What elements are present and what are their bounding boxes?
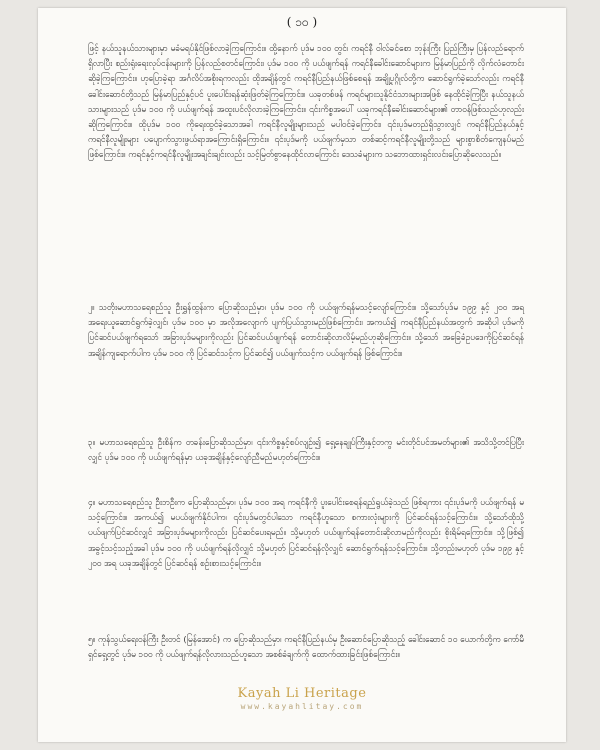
paragraph-text: ဖြင့် နယ်သူနယ်သားများမှာ မခံမရပ်နိုင်ဖြစ်လာခဲ့ကြကြောင်း။ ထို့နောက် ပုဒ်မ ၁၀၀ တွင်၊ ကရင်နီ ၀ါလ်ခင်စော ဘုန်းကြီး ပြည်ကြီးမှ ပြန်လည်ရောက်ရှိလာပြီး စည်းရုံးရေးလုပ်ငန်းများကို ပြန်လည်စတင်ကြောင်း၊ ပုဒ်မ ၁၀၀ ကို ပယ်ဖျက်ရန် ကရင်နီခေါင်းဆောင်များက မြန်မာပြည်ကို လိုက်လံတောင်းဆိုခဲ့ကြကြောင်း။ ဟုပြောခဲ့ရာ အင်္ဂလိပ်အစိုးရကလည်း ထိုအချိန်တွင် ကရင်နီပြည်နယ်ဖြစ်စေရန် အချို့ပုဂ္ဂိုလ်တို့က ဆောင်ရွက်ခဲ့သော်လည်း ကရင်နီခေါင်းဆောင်တို့သည် မြန်မာပြည်နှင့်ပင် ပူးပေါင်းရန်ဆုံးဖြတ်ခဲ့ကြကြောင်း။ ယခုတစ်ဖန် ကရင်များသူနိုင်ငံသားများအဖြစ် နေထိုင်ခဲ့ကြပြီး နယ်သူနယ်သားများသည် ပုဒ်မ ၁၀၀ ကို ပယ်ဖျက်ရန် အထူးပင်လိုလားခဲ့ကြကြောင်း။ ၎င်းကိစ္စအပေါ် ယခုကရင်နီခေါင်းဆောင်များ၏ တာဝန်ဖြစ်သည်ဟုလည်း ဆိုကြကြောင်း။ ထိုပုဒ်မ ၁၀၀ ကိုရေးထွင်ခဲ့သောအခါ ကရင်နီလူမျိုးများသည် မပါဝင်ခဲ့ကြောင်း၊ ၎င်းပုဒ်မတည်ရှိသွားလျှင် ကရင်နီပြည်နယ်နှင့် ကရင်နီလူမျိုးများ ပပျောက်သွားဖွယ်ရာအကြောင်းရှိကြောင်း။ ၎င်းပုဒ်မကို ပယ်ဖျက်မှသာ တစ်ဆင့်ကရင်နီလူမျိုးတို့သည် များစွာစိတ်ကျေနပ်မည်ဖြစ်ကြောင်း။ ကရင်နှင့်ကရင်နီလူမျိုးအချင်းချင်းလည်း သင့်မြတ်စွာနေထိုင်လာကြောင်း ဒေသခံများက သဘောထားရှင်းလင်းပြောဆိုလေသည်။ — [88, 43, 524, 160]
paragraph-2 — [88, 300, 524, 361]
paragraph-text: ၄။ မဟာသရေစည်သူ ဦးဘဦးက ပြောဆိုသည်မှာ၊ ပုဒ်မ ၁၀၀ အရ ကရင်နီကို ပူးပေါင်းစေရန်ရည်ရွယ်ခဲ့သည် ဖြစ်ရကား ၎င်းပုဒ်မကို ပယ်ဖျက်ရန် မသင့်ကြောင်း။ အကယ်၍ မပယ်ဖျက်နိုင်ပါက၊ ၎င်းပုဒ်မတွင်ပါသော ကရင်နီဟူသော စကားလုံးများကို ပြင်ဆင်ရန်သင့်ကြောင်း။ သို့သော်ထိုသို့ ပယ်ဖျက်ပြင်ဆင်လျှင် အခြားပုဒ်မများကိုလည်း ပြင်ဆင်ပေးရမည်။ သို့မဟုတ် ပယ်ဖျက်ရန်တောင်းဆိုလာမည်ကိုလည်း စိုးရိမ်ရကြောင်း။ သို့ဖြစ်၍ အခွင့်သင့်သည့်အခါ ပုဒ်မ ၁၀၀ ကို ပယ်ဖျက်ရန်လိုလျှင် သို့မဟုတ် ပြင်ဆင်ရန်လိုလျှင် ဆောင်ရွက်ရန်သင့်ကြောင်း။ သို့တည်းမဟုတ် ပုဒ်မ ၁၉၉ နှင့် ၂၀၀ အရ ယခုအချိန်တွင် ပြင်ဆင်ရန် စဉ်းစားသင့်ကြောင်း။ — [88, 497, 524, 568]
paragraph-3 — [88, 435, 524, 465]
paragraph-text: ၅။ ကုန်သွယ်ရေးဝန်ကြီး ဦးတင် (မြန်အောင်) က ပြောဆိုသည်မှာ၊ ကရင်နီပြည်နယ်မှ ဦးဆောင်ပြောဆိုသည့် ခေါင်းဆောင် ၁၀ ယောက်တို့က ကော်မီရှင်ရှေ့တွင် ပုဒ်မ ၁၀၀ ကို ပယ်ဖျက်ရန်လိုလားသည်ဟူသော အစစ်ခံချက်ကို ထောက်ထားခြင်းဖြစ်ကြောင်း။ — [88, 634, 524, 660]
paragraph-4 — [88, 495, 524, 571]
watermark — [38, 686, 566, 711]
watermark-url: www.kayahlitay.com — [240, 702, 364, 711]
paragraph-5 — [88, 632, 524, 662]
page-number: ( ၁၀ ) — [286, 15, 318, 29]
document-page — [38, 8, 566, 742]
paragraph-text: ၃။ မဟာသရေစည်သူ ဦးစိန်က တခန်းပြောဆိုသည်မှာ၊ ၎င်းကိစ္စနှင့်စပ်လျဉ်း၍ ရှေ့နေချုပ်ကြီးနှင့်တကွ မင်းတိုင်ပင်အမတ်များ၏ အသိသို့တင်ပြပြီးလျှင် ပုဒ်မ ၁၀၀ ကို ပယ်ဖျက်ရန်မှာ ယခုအချိန်နှင့်လျော်ညီမည်မဟုတ်ကြောင်း။ — [88, 437, 524, 463]
watermark-title: Kayah Li Heritage — [237, 686, 367, 701]
paragraph-1 — [88, 41, 524, 163]
paragraph-text: ၂။ သတိုးမဟာသရေစည်သူ ဦးရွှန်ထွန်းက ပြောဆိုသည်မှာ၊ ပုဒ်မ ၁၀၀ ကို ပယ်ဖျက်ရန်မသင့်လျော်ကြောင်း။ သို့သော်ပုဒ်မ ၁၉၉ နှင့် ၂၀၀ အရ အရေးယူဆောင်ရွက်ခဲ့လျှင်၊ ပုဒ်မ ၁၀၀ မှာ အလိုအလျောက် ပျက်ပြယ်သွားမည်ဖြစ်ကြောင်း၊ အကယ်၍ ကရင်နီပြည်နယ်အတွက် အဆိုပါ ပုဒ်မကို ပြင်ဆင်ပယ်ဖျက်ရသော် အခြားပုဒ်မများကိုလည်း ပြင်ဆင်ပယ်ဖျက်ရန် တောင်းဆိုလာလိမ့်မည်ဟုဆိုကြောင်း။ သို့သော် အခြေခံဥပဒေကိုပြင်ဆင်ရန် အချိန်ကျရောက်ပါက ပုဒ်မ ၁၀၀ ကို ပြင်ဆင်သင့်က ပြင်ဆင်၍ ပယ်ဖျက်သင့်က ပယ်ဖျက်ရန် ဖြစ်ကြောင်း။ — [88, 302, 524, 358]
